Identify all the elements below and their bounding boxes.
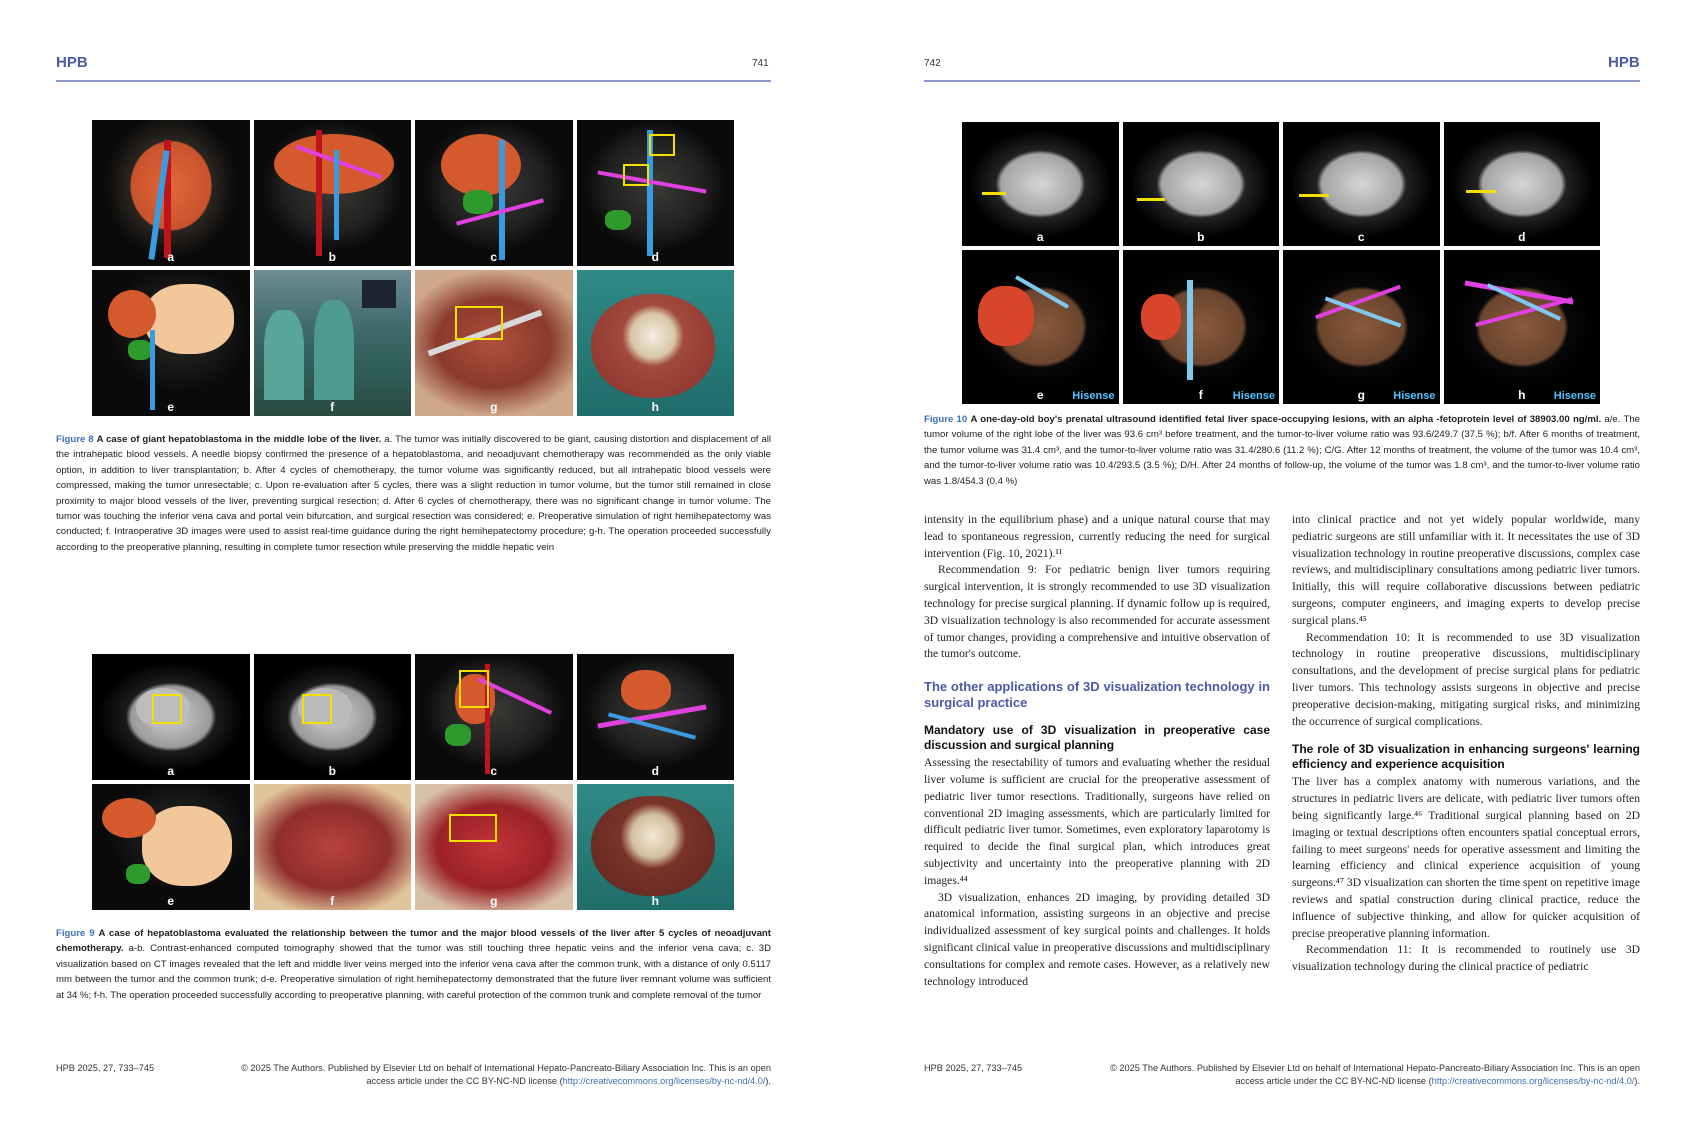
footer-license-end: ). [1634,1076,1640,1086]
figure-label: Figure 10 [924,414,968,425]
panel-label: f [1198,388,1203,402]
panel-label: h [651,400,659,414]
figure-8-panel-d [577,120,735,266]
panel-label: b [328,250,336,264]
figure-9-panel-g [415,784,573,910]
panel-label: e [167,894,175,908]
paragraph: The liver has a complex anatomy with numerous variations, and the structures in pediatric livers are delicate, with pediatric liver tumors often being significantly large.⁴⁶ Traditional surgical planning based on 2D imaging or textual descriptions often encounters spatial conceptual errors, failing to meet surgeons' needs for operative assessment and limiting the learning efficiency and clinical experience acquisition of young surgeons.⁴⁷ 3D visualization can shorten the time spent on repetitive image reviews and spatial construction during clinical practice, reduce the influence of subjective thinking, and allow for quicker acquisition of precise preoperative planning information. [1292,775,1640,940]
footer-citation: HPB 2025, 27, 733–745 [56,1063,155,1073]
panel-label: f [330,894,335,908]
figure-8-panel-b [254,120,412,266]
figure-10-panels [962,122,1600,404]
figure-10-panel-c [1283,122,1440,246]
section-heading: The other applications of 3D visualization technology in surgical practice [924,679,1270,711]
figure-title: A one-day-old boy's prenatal ultrasound identified fetal liver space-occupying lesions, with an alpha -fetoprotein level of 38903.00 ng/ml. [970,414,1602,425]
figure-10-panel-a [962,122,1119,246]
highlight-box [459,670,489,708]
panel-label: c [490,764,498,778]
paragraph: into clinical practice and not yet widely popular worldwide, many pediatric surgeons are still unfamiliar with it. It necessitates the use of 3D visualization technology in routine preoperative discussions, complex case reviews, and multidisciplinary consultations among pediatric liver tumors. Initially, this will require collaborative discussions between pediatric surgeons, computer engineers, and imaging experts to develop precise surgical plans.⁴⁵ [1292,513,1640,627]
highlight-box [455,306,503,340]
panel-label: a [167,764,175,778]
figure-8-panel-g [415,270,573,416]
figure-9-panel-h [577,784,735,910]
panel-label: c [490,250,498,264]
right-page [844,0,1688,1126]
body-column-2 [1292,512,1640,976]
figure-9-panel-a [92,654,250,780]
figure-8-panel-h [577,270,735,416]
figure-8-panels [92,120,734,416]
figure-8-panel-a [92,120,250,266]
panel-label: h [651,894,659,908]
footer-license-end: ). [765,1076,771,1086]
footer-license-line2: access article under the CC BY-NC-ND license ( [1235,1076,1432,1086]
subsection-heading: The role of 3D visualization in enhancing surgeons' learning efficiency and experience acquisition [1292,742,1640,772]
figure-10-panel-h [1444,250,1601,404]
page-number: 741 [752,58,769,69]
figure-label: Figure 8 [56,434,94,445]
footer-license-line1: © 2025 The Authors. Published by Elsevier Ltd on behalf of International Hepato-Pancreato-Biliary Association Inc. This is an open [241,1063,771,1073]
license-link[interactable]: http://creativecommons.org/licenses/by-nc-nd/4.0/ [1431,1076,1635,1086]
footer-license-line2: access article under the CC BY-NC-ND license ( [366,1076,563,1086]
footer-license [1060,1062,1640,1088]
figure-8-panel-f [254,270,412,416]
figure-10-panel-e [962,250,1119,404]
figure-10-panel-g [1283,250,1440,404]
figure-8-caption [56,432,771,555]
paragraph: Recommendation 9: For pediatric benign liver tumors requiring surgical intervention, it is strongly recommended to use 3D visualization technology for precise surgical planning. If dynamic follow up is required, 3D visualization technology is also recommended for accurate assessment of tumor changes, providing a comprehensive and intuitive observation of the tumor's outcome. [924,563,1270,661]
paragraph: Assessing the resectability of tumors and evaluating whether the residual liver volume is sufficient are crucial for the preoperative assessment of pediatric liver tumor resections. Traditionally, surgeons have relied on conventional 2D imaging assessments, which are particularly limited for difficult pediatric liver tumor. Sometimes, even exploratory laparotomy is required to decide the final surgical plan, which introduces great subjectivity and uncertainty into the preoperative planning with 2D images.⁴⁴ [924,756,1270,887]
panel-label: a [1036,230,1044,244]
figure-9-panel-b [254,654,412,780]
panel-label: g [490,894,498,908]
figure-title: A case of hepatoblastoma evaluated the relationship between the tumor and the major blood vessels of the liver after 5 cycles of neoadjuvant chemotherapy. [56,928,771,955]
panel-label: d [651,764,659,778]
figure-9-panel-d [577,654,735,780]
brand-mark: Hisense [1232,390,1275,402]
highlight-box [152,694,182,724]
panel-label: g [1357,388,1365,402]
panel-label: f [330,400,335,414]
brand-mark: Hisense [1553,390,1596,402]
highlight-box [449,814,497,842]
figure-title: A case of giant hepatoblastoma in the middle lobe of the liver. [96,434,382,445]
panel-label: b [328,764,336,778]
paragraph: Recommendation 10: It is recommended to use 3D visualization technology in routine preoperative discussions, multidisciplinary consultations, and the development of precise surgical plans for pediatric liver tumors. This technology assists surgeons in objective and precise preoperative decision-making, mitigating surgical risks, and minimizing the occurrence of surgical complications. [1292,630,1640,728]
figure-caption-text: a-b. Contrast-enhanced computed tomography showed that the tumor was still touching three hepatic veins and the inferior vena cava; c. 3D visualization based on CT images revealed that the left and middle liver veins merged into the inferior vena cava after the common trunk, with a distance of only 0.5117 mm between the tumor and the common trunk; d-e. Preoperative simulation of right hemihepatectomy demonstrated that the future liver remnant volume was sufficient at 34 %; f-h. The operation proceeded successfully according to preoperative planning, with careful protection of the common trunk and complete removal of the tumor [56,943,771,1001]
figure-caption-text: a. The tumor was initially discovered to be giant, causing distortion and displacement of all the intrahepatic blood vessels. A needle biopsy confirmed the presence of a hepatoblastoma, and neoadjuvant chemotherapy was recommended as the only viable option, in addition to liver transplantation; b. After 4 cycles of chemotherapy, the tumor volume was significantly reduced, but all intrahepatic blood vessels were compressed, making the tumor unresectable; c. Upon re-evaluation after 5 cycles, there was a slight reduction in tumor volume, but the tumor still remained in close proximity to major blood vessels of the liver, preventing surgical resection; d. After 6 cycles of chemotherapy, there was no significant change in tumor volume. The tumor was touching the inferior vena cava and portal vein bifurcation, and surgical resection was considered; e. Preoperative simulation of right hemihepatectomy was conducted; f. Intraoperative 3D images were used to assist real-time guidance during the right hemihepatectomy procedure; g-h. The operation proceeded successfully according to the preoperative planning, resulting in complete tumor resection while preserving the middle hepatic vein [56,434,771,553]
figure-caption-text: a/e. The tumor volume of the right lobe of the liver was 93.6 cm³ before treatment, and the tumor-to-liver volume ratio was 93.6/249.7 (37.5 %); b/f. After 6 months of treatment, the tumor volume was 31.4 cm³, and the tumor-to-liver volume ratio was 31.4/280.6 (11.2 %); C/G. After 12 months of treatment, the volume of the tumor was 10.4 cm³, and the tumor-to-liver volume ratio was 10.4/293.5 (3.5 %); D/H. After 24 months of follow-up, the volume of the tumor was 1.8 cm³, and the tumor-to-liver volume ratio was 1.8/454.3 (0.4 %) [924,414,1640,487]
paragraph: Recommendation 11: It is recommended to routinely use 3D visualization technology during the clinical practice of pediatric [1292,943,1640,974]
footer-citation: HPB 2025, 27, 733–745 [924,1063,1023,1073]
panel-label: a [167,250,175,264]
subsection-heading: Mandatory use of 3D visualization in preoperative case discussion and surgical planning [924,723,1270,753]
paragraph: intensity in the equilibrium phase) and a unique natural course that may lead to spontaneous regression, currently reducing the need for surgical intervention (Fig. 10, 2021).¹¹ [924,513,1270,560]
figure-9-panel-e [92,784,250,910]
body-column-1 [924,512,1270,990]
figure-10-panel-b [1123,122,1280,246]
brand-mark: Hisense [1393,390,1436,402]
brand-mark: Hisense [1072,390,1115,402]
paragraph: 3D visualization, enhances 2D imaging, by providing detailed 3D anatomical information, assisting surgeons in an objective and precise individualized assessment of key surgical points and challenges. It holds significant clinical value in preoperative discussions and multidisciplinary consultations for complex and remote cases. However, as a relatively new technology introduced [924,890,1270,988]
figure-9-panel-c [415,654,573,780]
figure-9-panel-f [254,784,412,910]
page-number: 742 [924,58,941,69]
panel-label: b [1197,230,1205,244]
figure-9-caption [56,926,771,1003]
footer-license [192,1062,771,1088]
header-rule [924,80,1640,82]
license-link[interactable]: http://creativecommons.org/licenses/by-nc-nd/4.0/ [562,1076,766,1086]
panel-label: h [1518,388,1526,402]
footer-license-line1: © 2025 The Authors. Published by Elsevier Ltd on behalf of International Hepato-Pancreato-Biliary Association Inc. This is an open [1110,1063,1640,1073]
figure-label: Figure 9 [56,928,95,939]
panel-label: d [651,250,659,264]
highlight-box [649,134,675,156]
figure-8-panel-e [92,270,250,416]
panel-label: c [1357,230,1365,244]
journal-brand: HPB [56,54,88,71]
figure-9-panels [92,654,734,910]
figure-10-caption [924,412,1640,489]
journal-brand: HPB [1608,54,1640,71]
panel-label: e [167,400,175,414]
figure-10-panel-f [1123,250,1280,404]
panel-label: g [490,400,498,414]
figure-8-panel-c [415,120,573,266]
highlight-box [302,694,332,724]
panel-label: e [1036,388,1044,402]
highlight-box [623,164,649,186]
header-rule [56,80,771,82]
figure-10-panel-d [1444,122,1601,246]
panel-label: d [1518,230,1526,244]
